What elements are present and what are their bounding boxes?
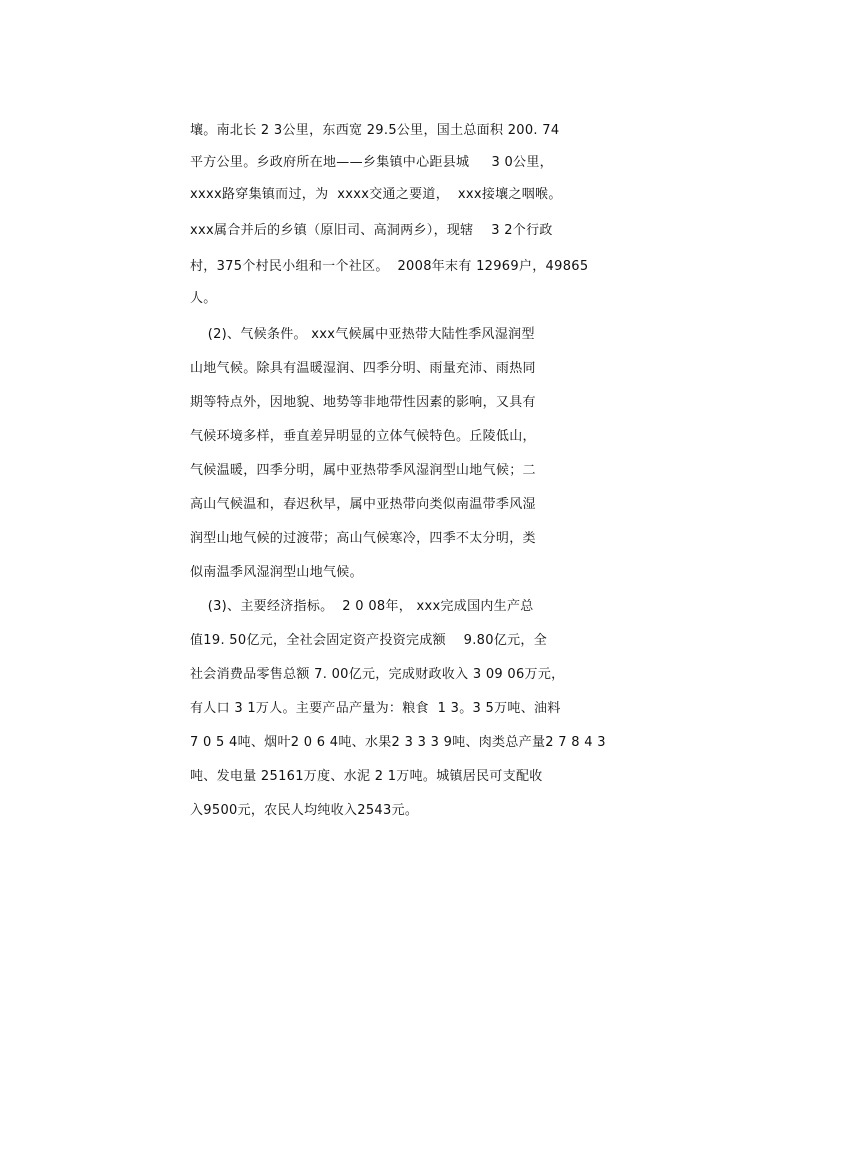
text-line-3: xxxx路穿集镇而过，为 xxxx交通之要道， xxx接壤之咽喉。 (190, 187, 562, 202)
text-line-4: xxx属合并后的乡镇（原旧司、高洞两乡），现辖 3 2个行政 (190, 223, 553, 238)
text-line-2: 平方公里。乡政府所在地——乡集镇中心距县城 3 0公里， (190, 155, 553, 170)
text-line-15: (3)、主要经济指标。 2 0 08年， xxx完成国内生产总 (190, 599, 534, 614)
text-line-20: 吨、发电量 25161万度、水泥 2 1万吨。城镇居民可支配收 (190, 769, 543, 784)
text-line-9: 期等特点外，因地貌、地势等非地带性因素的影响，又具有 (190, 395, 536, 410)
text-line-11: 气候温暖，四季分明，属中亚热带季风湿润型山地气候；二 (190, 463, 536, 478)
text-line-14: 似南温季风湿润型山地气候。 (190, 565, 363, 580)
text-line-8: 山地气候。除具有温暖湿润、四季分明、雨量充沛、雨热同 (190, 361, 536, 376)
text-line-19: 7 0 5 4吨、烟叶2 0 6 4吨、水果2 3 3 3 9吨、肉类总产量2 7 8 4 3 (190, 735, 606, 750)
text-line-16: 值19. 50亿元，全社会固定资产投资完成额 9.80亿元，全 (190, 633, 548, 648)
text-line-13: 润型山地气候的过渡带；高山气候寒冷，四季不太分明，类 (190, 531, 536, 546)
text-line-21: 入9500元，农民人均纯收入2543元。 (190, 803, 419, 818)
text-line-7: (2)、气候条件。 xxx气候属中亚热带大陆性季风湿润型 (190, 327, 535, 342)
text-line-12: 高山气候温和，春迟秋早，属中亚热带向类似南温带季风湿 (190, 497, 536, 512)
text-line-17: 社会消费品零售总额 7. 00亿元，完成财政收入 3 09 06万元， (190, 667, 565, 682)
text-line-5: 村，375个村民小组和一个社区。 2008年末有 12969户，49865 (190, 259, 589, 274)
text-line-18: 有人口 3 1万人。主要产品产量为：粮食 1 3。3 5万吨、油料 (190, 701, 561, 716)
text-line-10: 气候环境多样，垂直差异明显的立体气候特色。丘陵低山， (190, 429, 536, 444)
text-line-6: 人。 (190, 291, 217, 306)
text-line-1: 壤。南北长 2 3公里，东西宽 29.5公里，国土总面积 200. 74 (190, 123, 560, 138)
